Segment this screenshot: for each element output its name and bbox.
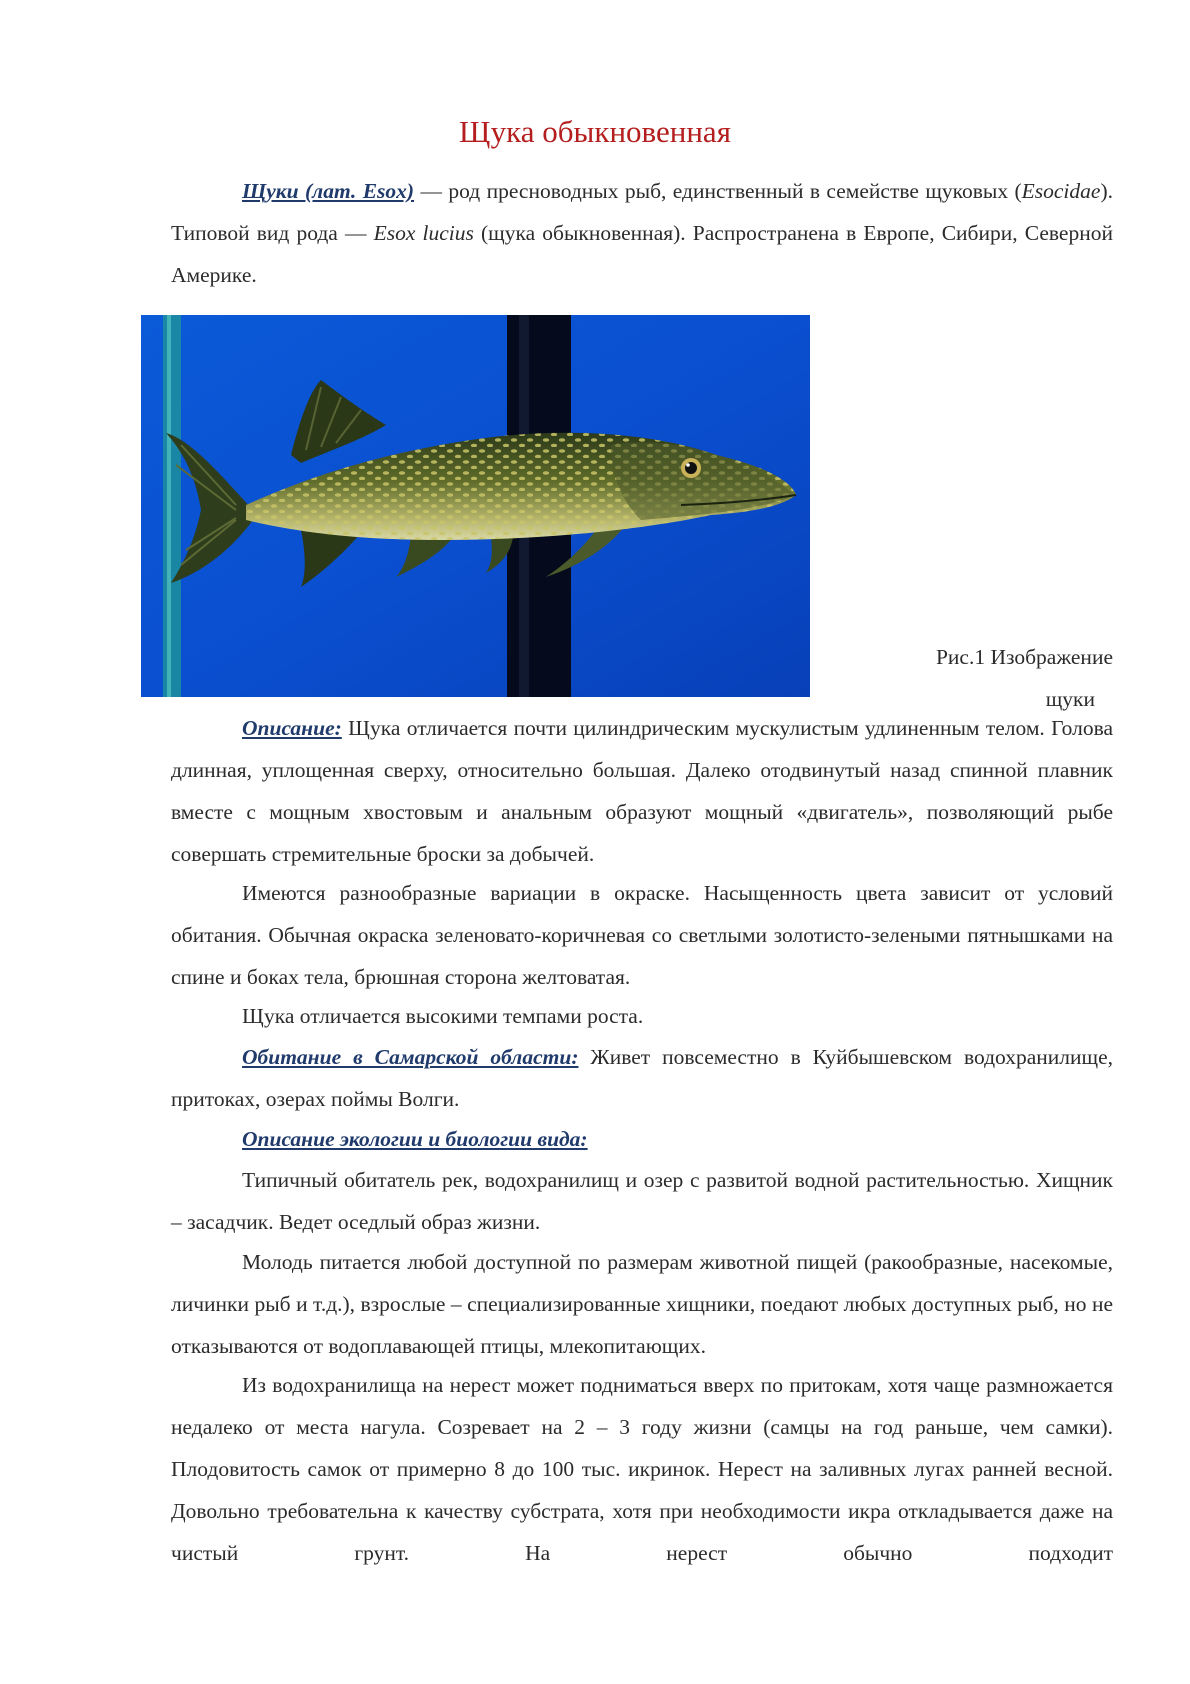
description-text: Щука отличается почти цилиндрическим мускулистым удлиненным телом. Голова длинная, уплощенная сверху, относительно большая. Далеко отодвинутый назад спинной плавник вместе с мощным хвостовым и анальным образуют мощный «двигатель», позволяющий рыбе совершать стремительные броски за добычей.: [171, 716, 1113, 866]
intro-text-2: ). Типовой вид рода —: [171, 179, 1113, 245]
pike-fish-illustration: [141, 315, 810, 697]
intro-paragraph: [171, 170, 1113, 296]
intro-text-3: (щука обыкновенная). Распространена в Европе, Сибири, Северной Америке.: [171, 221, 1113, 287]
growth-paragraph: Щука отличается высокими темпами роста.: [242, 1004, 644, 1028]
species-latin: Esox lucius: [373, 221, 474, 245]
intro-text-1: — род пресноводных рыб, единственный в семействе щуковых (: [414, 179, 1022, 203]
page-title: Щука обыкновенная: [459, 114, 731, 149]
family-latin: Esocidae: [1021, 179, 1101, 203]
ecology-heading-line: [171, 1118, 1113, 1160]
habitat-paragraph: [171, 1036, 1113, 1120]
intro-term: Щуки (лат. Esox): [242, 179, 415, 203]
pike-photo: [141, 315, 810, 697]
description-heading: Описание:: [242, 716, 342, 740]
ecology-paragraph-3: Из водохранилища на нерест может подниматься вверх по притокам, хотя чаще размножается недалеко от места нагула. Созревает на 2 – 3 году жизни (самцы на год раньше, чем самки). Плодовитость самок от примерно 8 до 100 тыс. икринок. Нерест на заливных лугах ранней весной. Довольно требовательна к качеству субстрата, хотя при необходимости икра откладывается даже на чистый грунт. На нерест обычно подходит: [171, 1373, 1113, 1565]
habitat-heading: Обитание в Самарской области:: [242, 1045, 579, 1069]
coloring-paragraph: Имеются разнообразные вариации в окраске. Насыщенность цвета зависит от условий обитания. Обычная окраска зеленовато-коричневая со светлыми золотисто-зелеными пятнышками на спине и боках тела, брюшная сторона желтоватая.: [171, 881, 1113, 989]
ecology-heading: Описание экологии и биологии вида:: [242, 1127, 588, 1151]
caption-line-2: щуки: [1045, 687, 1095, 711]
habitat-text: Живет повсеместно в Куйбышевском водохранилище, притоках, озерах поймы Волги.: [171, 1045, 1113, 1111]
ecology-paragraph-2: Молодь питается любой доступной по размерам животной пищей (ракообразные, насекомые, личинки рыб и т.д.), взрослые – специализированные хищники, поедают любых доступных рыб, но не отказываются от водоплавающей птицы, млекопитающих.: [171, 1250, 1113, 1358]
caption-line-1: Рис.1 Изображение: [935, 645, 1113, 669]
ecology-paragraph-1: Типичный обитатель рек, водохранилищ и озер с развитой водной растительностью. Хищник – засадчик. Ведет оседлый образ жизни.: [171, 1168, 1113, 1234]
description-paragraph: [171, 707, 1113, 875]
